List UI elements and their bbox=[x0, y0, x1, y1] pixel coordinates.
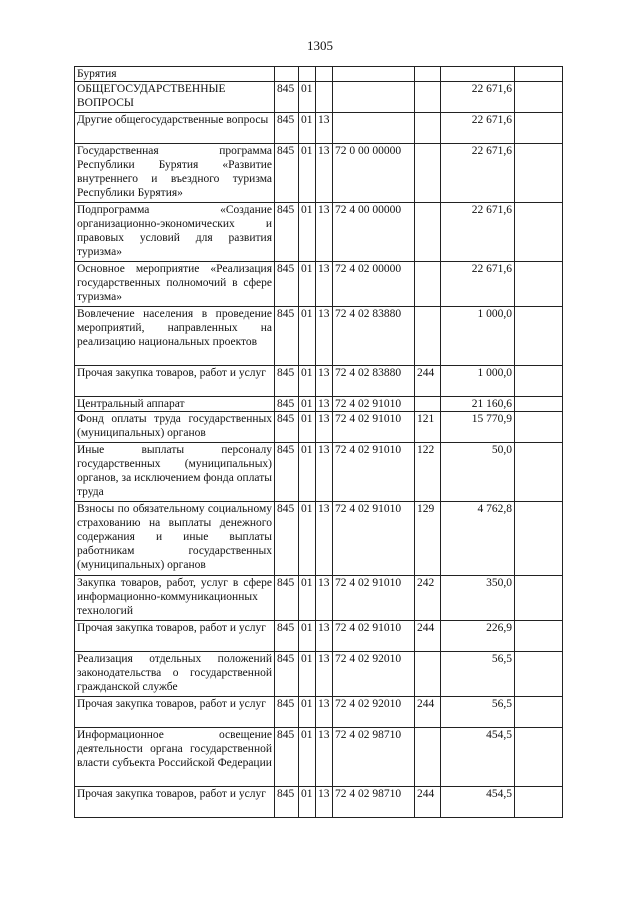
target-article-cell: 72 4 02 91010 bbox=[333, 412, 415, 443]
grbs-code-cell: 845 bbox=[275, 307, 299, 366]
grbs-code-cell: 845 bbox=[275, 113, 299, 144]
expense-type-cell bbox=[415, 203, 441, 262]
target-article-cell: 72 4 02 91010 bbox=[333, 443, 415, 502]
table-row bbox=[75, 144, 563, 203]
table-row bbox=[75, 366, 563, 397]
grbs-code-cell: 845 bbox=[275, 82, 299, 113]
grbs-code-cell: 845 bbox=[275, 621, 299, 652]
target-article-cell: 72 4 02 98710 bbox=[333, 728, 415, 787]
budget-table bbox=[74, 66, 563, 818]
section-code-cell: 01 bbox=[299, 443, 316, 502]
expense-type-cell: 244 bbox=[415, 787, 441, 818]
amount-cell: 454,5 bbox=[441, 787, 515, 818]
target-article-cell: 72 0 00 00000 bbox=[333, 144, 415, 203]
target-article-cell: 72 4 02 98710 bbox=[333, 787, 415, 818]
amount-cell: 15 770,9 bbox=[441, 412, 515, 443]
section-code-cell: 01 bbox=[299, 652, 316, 697]
item-name-cell: Вовлечение населения в проведение мероприятий, направленных на реализацию национальных проектов bbox=[75, 307, 275, 366]
section-code-cell: 01 bbox=[299, 262, 316, 307]
subsection-code-cell bbox=[316, 67, 333, 82]
table-row bbox=[75, 397, 563, 412]
amount-cell: 22 671,6 bbox=[441, 82, 515, 113]
target-article-cell: 72 4 02 92010 bbox=[333, 697, 415, 728]
item-name-cell: Иные выплаты персоналу государственных (муниципальных) органов, за исключением фонда оплаты труда bbox=[75, 443, 275, 502]
section-code-cell: 01 bbox=[299, 397, 316, 412]
empty-cell bbox=[515, 366, 563, 397]
subsection-code-cell: 13 bbox=[316, 262, 333, 307]
item-name-cell: Прочая закупка товаров, работ и услуг bbox=[75, 697, 275, 728]
empty-cell bbox=[515, 113, 563, 144]
table-row bbox=[75, 67, 563, 82]
expense-type-cell: 244 bbox=[415, 697, 441, 728]
amount-cell: 22 671,6 bbox=[441, 113, 515, 144]
table-row bbox=[75, 113, 563, 144]
item-name-cell: Взносы по обязательному социальному страхованию на выплаты денежного содержания и иные выплаты работникам государственных (муниципальных) органов bbox=[75, 502, 275, 576]
target-article-cell: 72 4 02 91010 bbox=[333, 621, 415, 652]
expense-type-cell bbox=[415, 728, 441, 787]
grbs-code-cell bbox=[275, 67, 299, 82]
section-code-cell: 01 bbox=[299, 82, 316, 113]
empty-cell bbox=[515, 397, 563, 412]
item-name-cell: ОБЩЕГОСУДАРСТВЕННЫЕ ВОПРОСЫ bbox=[75, 82, 275, 113]
subsection-code-cell: 13 bbox=[316, 621, 333, 652]
expense-type-cell: 121 bbox=[415, 412, 441, 443]
item-name-cell: Информационное освещение деятельности органа государственной власти субъекта Российской Федерации bbox=[75, 728, 275, 787]
empty-cell bbox=[515, 82, 563, 113]
target-article-cell: 72 4 02 91010 bbox=[333, 397, 415, 412]
grbs-code-cell: 845 bbox=[275, 366, 299, 397]
expense-type-cell: 129 bbox=[415, 502, 441, 576]
expense-type-cell bbox=[415, 262, 441, 307]
target-article-cell: 72 4 02 00000 bbox=[333, 262, 415, 307]
section-code-cell: 01 bbox=[299, 576, 316, 621]
table-row bbox=[75, 728, 563, 787]
amount-cell: 226,9 bbox=[441, 621, 515, 652]
section-code-cell: 01 bbox=[299, 113, 316, 144]
target-article-cell bbox=[333, 67, 415, 82]
amount-cell: 56,5 bbox=[441, 652, 515, 697]
empty-cell bbox=[515, 412, 563, 443]
grbs-code-cell: 845 bbox=[275, 203, 299, 262]
target-article-cell: 72 4 02 91010 bbox=[333, 502, 415, 576]
empty-cell bbox=[515, 443, 563, 502]
subsection-code-cell: 13 bbox=[316, 113, 333, 144]
amount-cell: 22 671,6 bbox=[441, 262, 515, 307]
target-article-cell: 72 4 02 91010 bbox=[333, 576, 415, 621]
expense-type-cell: 244 bbox=[415, 366, 441, 397]
item-name-cell: Закупка товаров, работ, услуг в сфере информационно-коммуникационных технологий bbox=[75, 576, 275, 621]
amount-cell: 4 762,8 bbox=[441, 502, 515, 576]
item-name-cell: Основное мероприятие «Реализация государственных полномочий в сфере туризма» bbox=[75, 262, 275, 307]
table-body bbox=[75, 67, 563, 818]
expense-type-cell: 242 bbox=[415, 576, 441, 621]
amount-cell: 22 671,6 bbox=[441, 144, 515, 203]
page-number: 1305 bbox=[307, 38, 333, 53]
expense-type-cell bbox=[415, 82, 441, 113]
amount-cell: 50,0 bbox=[441, 443, 515, 502]
empty-cell bbox=[515, 652, 563, 697]
grbs-code-cell: 845 bbox=[275, 652, 299, 697]
section-code-cell: 01 bbox=[299, 366, 316, 397]
grbs-code-cell: 845 bbox=[275, 412, 299, 443]
empty-cell bbox=[515, 144, 563, 203]
empty-cell bbox=[515, 502, 563, 576]
target-article-cell bbox=[333, 82, 415, 113]
subsection-code-cell: 13 bbox=[316, 576, 333, 621]
amount-cell: 1 000,0 bbox=[441, 307, 515, 366]
item-name-cell: Реализация отдельных положений законодательства о государственной гражданской службе bbox=[75, 652, 275, 697]
section-code-cell: 01 bbox=[299, 728, 316, 787]
section-code-cell: 01 bbox=[299, 307, 316, 366]
subsection-code-cell: 13 bbox=[316, 307, 333, 366]
section-code-cell: 01 bbox=[299, 144, 316, 203]
subsection-code-cell: 13 bbox=[316, 697, 333, 728]
subsection-code-cell: 13 bbox=[316, 502, 333, 576]
expense-type-cell bbox=[415, 113, 441, 144]
grbs-code-cell: 845 bbox=[275, 262, 299, 307]
subsection-code-cell: 13 bbox=[316, 203, 333, 262]
section-code-cell: 01 bbox=[299, 697, 316, 728]
table-row bbox=[75, 621, 563, 652]
empty-cell bbox=[515, 576, 563, 621]
table-row bbox=[75, 82, 563, 113]
section-code-cell: 01 bbox=[299, 787, 316, 818]
item-name-cell: Бурятия bbox=[75, 67, 275, 82]
amount-cell bbox=[441, 67, 515, 82]
empty-cell bbox=[515, 307, 563, 366]
item-name-cell: Государственная программа Республики Бурятия «Развитие внутреннего и въездного туризма Республики Бурятия» bbox=[75, 144, 275, 203]
empty-cell bbox=[515, 262, 563, 307]
table-row bbox=[75, 443, 563, 502]
empty-cell bbox=[515, 67, 563, 82]
item-name-cell: Прочая закупка товаров, работ и услуг bbox=[75, 366, 275, 397]
amount-cell: 1 000,0 bbox=[441, 366, 515, 397]
subsection-code-cell: 13 bbox=[316, 366, 333, 397]
item-name-cell: Подпрограмма «Создание организационно-экономических и правовых условий для развития туризма» bbox=[75, 203, 275, 262]
subsection-code-cell: 13 bbox=[316, 728, 333, 787]
grbs-code-cell: 845 bbox=[275, 443, 299, 502]
subsection-code-cell: 13 bbox=[316, 443, 333, 502]
item-name-cell: Фонд оплаты труда государственных (муниципальных) органов bbox=[75, 412, 275, 443]
subsection-code-cell: 13 bbox=[316, 144, 333, 203]
expense-type-cell bbox=[415, 397, 441, 412]
table-row bbox=[75, 652, 563, 697]
item-name-cell: Прочая закупка товаров, работ и услуг bbox=[75, 621, 275, 652]
table-row bbox=[75, 787, 563, 818]
grbs-code-cell: 845 bbox=[275, 697, 299, 728]
table-row bbox=[75, 262, 563, 307]
grbs-code-cell: 845 bbox=[275, 502, 299, 576]
item-name-cell: Центральный аппарат bbox=[75, 397, 275, 412]
amount-cell: 454,5 bbox=[441, 728, 515, 787]
grbs-code-cell: 845 bbox=[275, 397, 299, 412]
table-row bbox=[75, 307, 563, 366]
expense-type-cell bbox=[415, 307, 441, 366]
expense-type-cell bbox=[415, 67, 441, 82]
subsection-code-cell: 13 bbox=[316, 397, 333, 412]
target-article-cell bbox=[333, 113, 415, 144]
empty-cell bbox=[515, 203, 563, 262]
expense-type-cell: 122 bbox=[415, 443, 441, 502]
subsection-code-cell bbox=[316, 82, 333, 113]
target-article-cell: 72 4 02 92010 bbox=[333, 652, 415, 697]
grbs-code-cell: 845 bbox=[275, 728, 299, 787]
empty-cell bbox=[515, 697, 563, 728]
amount-cell: 56,5 bbox=[441, 697, 515, 728]
expense-type-cell bbox=[415, 652, 441, 697]
grbs-code-cell: 845 bbox=[275, 144, 299, 203]
empty-cell bbox=[515, 728, 563, 787]
section-code-cell: 01 bbox=[299, 502, 316, 576]
table-row bbox=[75, 502, 563, 576]
item-name-cell: Другие общегосударственные вопросы bbox=[75, 113, 275, 144]
grbs-code-cell: 845 bbox=[275, 787, 299, 818]
subsection-code-cell: 13 bbox=[316, 787, 333, 818]
table-row bbox=[75, 412, 563, 443]
target-article-cell: 72 4 02 83880 bbox=[333, 307, 415, 366]
section-code-cell: 01 bbox=[299, 203, 316, 262]
section-code-cell: 01 bbox=[299, 412, 316, 443]
grbs-code-cell: 845 bbox=[275, 576, 299, 621]
item-name-cell: Прочая закупка товаров, работ и услуг bbox=[75, 787, 275, 818]
target-article-cell: 72 4 00 00000 bbox=[333, 203, 415, 262]
section-code-cell bbox=[299, 67, 316, 82]
expense-type-cell: 244 bbox=[415, 621, 441, 652]
amount-cell: 21 160,6 bbox=[441, 397, 515, 412]
empty-cell bbox=[515, 621, 563, 652]
table-row bbox=[75, 203, 563, 262]
target-article-cell: 72 4 02 83880 bbox=[333, 366, 415, 397]
subsection-code-cell: 13 bbox=[316, 412, 333, 443]
amount-cell: 350,0 bbox=[441, 576, 515, 621]
subsection-code-cell: 13 bbox=[316, 652, 333, 697]
section-code-cell: 01 bbox=[299, 621, 316, 652]
expense-type-cell bbox=[415, 144, 441, 203]
empty-cell bbox=[515, 787, 563, 818]
table-row bbox=[75, 697, 563, 728]
amount-cell: 22 671,6 bbox=[441, 203, 515, 262]
table-row bbox=[75, 576, 563, 621]
